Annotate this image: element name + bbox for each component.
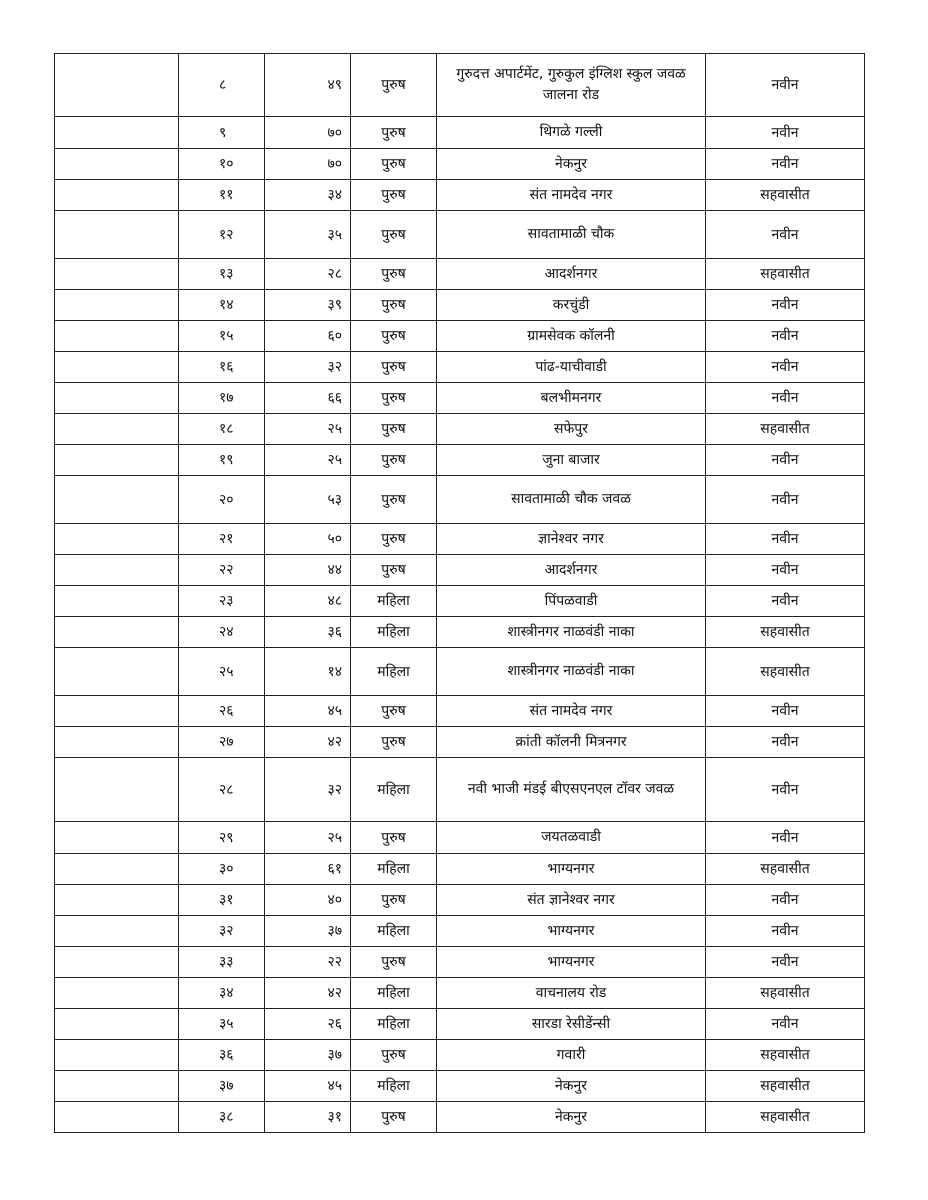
blank-cell [55, 1102, 179, 1133]
serial-number-cell: १३ [179, 259, 265, 290]
serial-number-cell: २७ [179, 727, 265, 758]
table-row [55, 352, 865, 383]
patient-table [54, 53, 865, 1133]
table-row [55, 978, 865, 1009]
address-cell: सफेपुर [437, 414, 706, 445]
blank-cell [55, 696, 179, 727]
blank-cell [55, 648, 179, 696]
blank-cell [55, 476, 179, 524]
table-row [55, 259, 865, 290]
gender-cell: पुरुष [351, 180, 437, 211]
address-cell: थिगळे गल्ली [437, 117, 706, 149]
gender-cell: पुरुष [351, 476, 437, 524]
status-cell: सहवासीत [706, 854, 865, 885]
table-row [55, 321, 865, 352]
serial-number-cell: १५ [179, 321, 265, 352]
blank-cell [55, 758, 179, 822]
gender-cell: पुरुष [351, 414, 437, 445]
blank-cell [55, 727, 179, 758]
age-cell: २२ [265, 947, 351, 978]
serial-number-cell: २८ [179, 758, 265, 822]
status-cell: सहवासीत [706, 180, 865, 211]
age-cell: ४४ [265, 555, 351, 586]
table-row [55, 476, 865, 524]
blank-cell [55, 211, 179, 259]
serial-number-cell: ८ [179, 54, 265, 117]
serial-number-cell: २६ [179, 696, 265, 727]
address-cell: नेकनुर [437, 1102, 706, 1133]
serial-number-cell: १७ [179, 383, 265, 414]
status-cell: नवीन [706, 117, 865, 149]
status-cell: नवीन [706, 727, 865, 758]
address-cell: सावतामाळी चौक जवळ [437, 476, 706, 524]
status-cell: नवीन [706, 211, 865, 259]
status-cell: नवीन [706, 947, 865, 978]
address-cell: वाचनालय रोड [437, 978, 706, 1009]
address-cell: करचुंडी [437, 290, 706, 321]
serial-number-cell: ३८ [179, 1102, 265, 1133]
blank-cell [55, 290, 179, 321]
address-cell: आदर्शनगर [437, 259, 706, 290]
address-cell: गुरुदत्त अपार्टमेंट, गुरुकुल इंग्लिश स्कुल जवळ जालना रोड [437, 54, 706, 117]
age-cell: ६० [265, 321, 351, 352]
age-cell: ४० [265, 885, 351, 916]
address-cell: बलभीमनगर [437, 383, 706, 414]
address-cell: संत नामदेव नगर [437, 180, 706, 211]
address-cell: ग्रामसेवक कॉलनी [437, 321, 706, 352]
age-cell: ७० [265, 149, 351, 180]
gender-cell: पुरुष [351, 352, 437, 383]
address-cell: गवारी [437, 1040, 706, 1071]
status-cell: नवीन [706, 524, 865, 555]
blank-cell [55, 180, 179, 211]
status-cell: नवीन [706, 885, 865, 916]
blank-cell [55, 885, 179, 916]
table-row [55, 947, 865, 978]
address-cell: संत नामदेव नगर [437, 696, 706, 727]
status-cell: सहवासीत [706, 1040, 865, 1071]
gender-cell: पुरुष [351, 54, 437, 117]
serial-number-cell: १६ [179, 352, 265, 383]
gender-cell: पुरुष [351, 383, 437, 414]
blank-cell [55, 414, 179, 445]
age-cell: ३९ [265, 290, 351, 321]
age-cell: ४२ [265, 727, 351, 758]
blank-cell [55, 854, 179, 885]
table-row [55, 1040, 865, 1071]
address-cell: भाग्यनगर [437, 916, 706, 947]
age-cell: ४५ [265, 696, 351, 727]
gender-cell: पुरुष [351, 822, 437, 854]
table-row [55, 885, 865, 916]
blank-cell [55, 383, 179, 414]
address-cell: भाग्यनगर [437, 854, 706, 885]
serial-number-cell: १४ [179, 290, 265, 321]
address-cell: नेकनुर [437, 1071, 706, 1102]
gender-cell: पुरुष [351, 1040, 437, 1071]
age-cell: ७० [265, 117, 351, 149]
gender-cell: पुरुष [351, 117, 437, 149]
table-row [55, 555, 865, 586]
serial-number-cell: २२ [179, 555, 265, 586]
gender-cell: पुरुष [351, 524, 437, 555]
address-cell: सारडा रेसीडेंन्सी [437, 1009, 706, 1040]
status-cell: नवीन [706, 321, 865, 352]
serial-number-cell: १० [179, 149, 265, 180]
gender-cell: पुरुष [351, 696, 437, 727]
status-cell: सहवासीत [706, 414, 865, 445]
status-cell: नवीन [706, 352, 865, 383]
table-row [55, 117, 865, 149]
table-row [55, 54, 865, 117]
status-cell: सहवासीत [706, 648, 865, 696]
serial-number-cell: ९ [179, 117, 265, 149]
table-row [55, 1009, 865, 1040]
age-cell: ६१ [265, 854, 351, 885]
status-cell: सहवासीत [706, 1071, 865, 1102]
document-page [54, 53, 864, 1133]
age-cell: २६ [265, 1009, 351, 1040]
age-cell: ५३ [265, 476, 351, 524]
age-cell: २५ [265, 445, 351, 476]
table-row [55, 524, 865, 555]
address-cell: शास्त्रीनगर नाळवंडी नाका [437, 617, 706, 648]
table-row [55, 1071, 865, 1102]
gender-cell: पुरुष [351, 259, 437, 290]
gender-cell: महिला [351, 586, 437, 617]
age-cell: ५० [265, 524, 351, 555]
age-cell: ३४ [265, 180, 351, 211]
table-row [55, 1102, 865, 1133]
table-row [55, 822, 865, 854]
table-body [55, 54, 865, 1133]
table-row [55, 414, 865, 445]
age-cell: ६६ [265, 383, 351, 414]
serial-number-cell: ३० [179, 854, 265, 885]
serial-number-cell: १८ [179, 414, 265, 445]
status-cell: नवीन [706, 1009, 865, 1040]
status-cell: नवीन [706, 290, 865, 321]
status-cell: नवीन [706, 822, 865, 854]
blank-cell [55, 321, 179, 352]
gender-cell: महिला [351, 1071, 437, 1102]
gender-cell: पुरुष [351, 555, 437, 586]
serial-number-cell: १२ [179, 211, 265, 259]
blank-cell [55, 978, 179, 1009]
table-row [55, 290, 865, 321]
blank-cell [55, 352, 179, 383]
address-cell: नवी भाजी मंडई बीएसएनएल टॉवर जवळ [437, 758, 706, 822]
blank-cell [55, 586, 179, 617]
age-cell: ४५ [265, 1071, 351, 1102]
address-cell: शास्त्रीनगर नाळवंडी नाका [437, 648, 706, 696]
table-row [55, 727, 865, 758]
age-cell: ४९ [265, 54, 351, 117]
table-row [55, 916, 865, 947]
status-cell: नवीन [706, 758, 865, 822]
blank-cell [55, 1009, 179, 1040]
address-cell: पांढ-याचीवाडी [437, 352, 706, 383]
address-cell: नेकनुर [437, 149, 706, 180]
blank-cell [55, 1071, 179, 1102]
table-row [55, 648, 865, 696]
serial-number-cell: १९ [179, 445, 265, 476]
age-cell: ३२ [265, 758, 351, 822]
serial-number-cell: २४ [179, 617, 265, 648]
serial-number-cell: ३१ [179, 885, 265, 916]
age-cell: ४२ [265, 978, 351, 1009]
blank-cell [55, 259, 179, 290]
blank-cell [55, 916, 179, 947]
age-cell: ३५ [265, 211, 351, 259]
blank-cell [55, 1040, 179, 1071]
gender-cell: महिला [351, 854, 437, 885]
serial-number-cell: २९ [179, 822, 265, 854]
address-cell: जुना बाजार [437, 445, 706, 476]
age-cell: ३१ [265, 1102, 351, 1133]
gender-cell: पुरुष [351, 149, 437, 180]
gender-cell: महिला [351, 1009, 437, 1040]
address-cell: क्रांती कॉलनी मित्रनगर [437, 727, 706, 758]
serial-number-cell: २१ [179, 524, 265, 555]
blank-cell [55, 54, 179, 117]
blank-cell [55, 822, 179, 854]
table-row [55, 211, 865, 259]
blank-cell [55, 617, 179, 648]
blank-cell [55, 947, 179, 978]
gender-cell: महिला [351, 916, 437, 947]
serial-number-cell: २३ [179, 586, 265, 617]
status-cell: नवीन [706, 149, 865, 180]
age-cell: २८ [265, 259, 351, 290]
table-row [55, 180, 865, 211]
serial-number-cell: ३७ [179, 1071, 265, 1102]
table-row [55, 149, 865, 180]
age-cell: ३२ [265, 352, 351, 383]
serial-number-cell: ११ [179, 180, 265, 211]
table-row [55, 586, 865, 617]
address-cell: सावतामाळी चौक [437, 211, 706, 259]
address-cell: आदर्शनगर [437, 555, 706, 586]
status-cell: नवीन [706, 916, 865, 947]
gender-cell: पुरुष [351, 1102, 437, 1133]
status-cell: नवीन [706, 54, 865, 117]
gender-cell: पुरुष [351, 321, 437, 352]
blank-cell [55, 149, 179, 180]
age-cell: ३७ [265, 916, 351, 947]
age-cell: ४८ [265, 586, 351, 617]
table-row [55, 617, 865, 648]
gender-cell: महिला [351, 617, 437, 648]
age-cell: २५ [265, 822, 351, 854]
serial-number-cell: २५ [179, 648, 265, 696]
gender-cell: पुरुष [351, 445, 437, 476]
status-cell: नवीन [706, 696, 865, 727]
serial-number-cell: ३६ [179, 1040, 265, 1071]
gender-cell: महिला [351, 758, 437, 822]
age-cell: ३७ [265, 1040, 351, 1071]
table-row [55, 758, 865, 822]
address-cell: भाग्यनगर [437, 947, 706, 978]
gender-cell: महिला [351, 648, 437, 696]
age-cell: १४ [265, 648, 351, 696]
status-cell: सहवासीत [706, 978, 865, 1009]
status-cell: नवीन [706, 476, 865, 524]
blank-cell [55, 117, 179, 149]
gender-cell: पुरुष [351, 211, 437, 259]
address-cell: ज्ञानेश्वर नगर [437, 524, 706, 555]
blank-cell [55, 524, 179, 555]
status-cell: सहवासीत [706, 259, 865, 290]
serial-number-cell: ३२ [179, 916, 265, 947]
table-row [55, 854, 865, 885]
gender-cell: पुरुष [351, 290, 437, 321]
serial-number-cell: २० [179, 476, 265, 524]
address-cell: संत ज्ञानेश्वर नगर [437, 885, 706, 916]
age-cell: ३६ [265, 617, 351, 648]
status-cell: सहवासीत [706, 617, 865, 648]
gender-cell: पुरुष [351, 885, 437, 916]
status-cell: नवीन [706, 445, 865, 476]
table-row [55, 696, 865, 727]
status-cell: नवीन [706, 383, 865, 414]
blank-cell [55, 555, 179, 586]
blank-cell [55, 445, 179, 476]
gender-cell: पुरुष [351, 947, 437, 978]
status-cell: सहवासीत [706, 1102, 865, 1133]
status-cell: नवीन [706, 586, 865, 617]
status-cell: नवीन [706, 555, 865, 586]
address-cell: पिंपळवाडी [437, 586, 706, 617]
serial-number-cell: ३३ [179, 947, 265, 978]
table-row [55, 383, 865, 414]
age-cell: २५ [265, 414, 351, 445]
table-row [55, 445, 865, 476]
serial-number-cell: ३४ [179, 978, 265, 1009]
gender-cell: महिला [351, 978, 437, 1009]
address-cell: जयतळवाडी [437, 822, 706, 854]
serial-number-cell: ३५ [179, 1009, 265, 1040]
gender-cell: पुरुष [351, 727, 437, 758]
